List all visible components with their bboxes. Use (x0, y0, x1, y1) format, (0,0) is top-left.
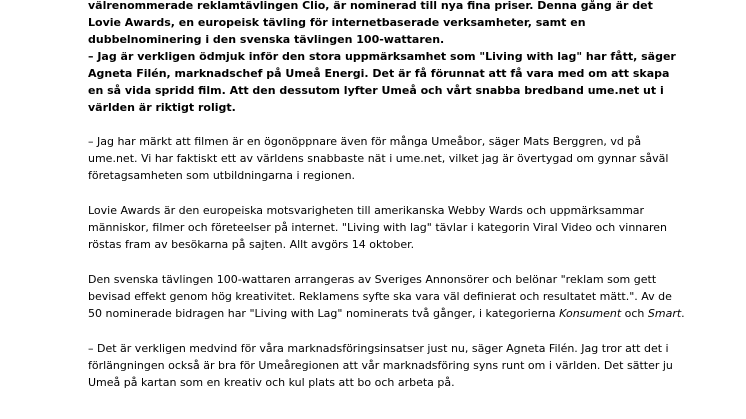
press-release-document (88, 0, 688, 409)
paragraph-100-wattaren-text: Den svenska tävlingen 100-wattaren arrangeras av Sveriges Annonsörer och belönar "reklam som gett bevisad effekt genom hög kreativitet. Reklamens syfte ska vara väl definierat och resultatet mätt.". Av de 50 nominerade bidragen har "Living with Lag" nominerats två gånger, i kategorierna (88, 273, 672, 320)
paragraph-agneta-closing-quote: – Det är verkligen medvind för våra marknadsföringsinsatser just nu, säger Agneta Filén. Jag tror att det i förlängningen också är bra för Umeåregionen att vår marknadsföring syns runt om i världen. Det sätter ju Umeå på kartan som en kreativ och kul plats att bo och arbeta på. (88, 342, 673, 389)
lead-section (88, 0, 688, 116)
paragraph-100-wattaren-joiner: och (621, 307, 648, 320)
paragraph-100-wattaren-end: . (681, 307, 685, 320)
lead-paragraph-nominations: välrenommerade reklamtävlingen Clio, är nominerad till nya fina priser. Denna gång är det Lovie Awards, en europeisk tävling för internetbaserade verksamheter, samt en dubbelnominering i den svenska tävlingen 100-wattaren. (88, 0, 653, 46)
paragraph-lovie-awards: Lovie Awards är den europeiska motsvarigheten till amerikanska Webby Wards och uppmärksammar människor, filmer och företeelser på internet. "Living with lag" tävlar i kategorin Viral Video och vinnaren röstas fram av besökarna på sajten. Allt avgörs 14 oktober. (88, 204, 668, 251)
category-smart: Smart (647, 307, 682, 320)
lead-paragraph-agneta-quote: – Jag är verkligen ödmjuk inför den stora uppmärksamhet som "Living with lag" har fått, säger Agneta Filén, marknadschef på Umeå Energi. Det är få förunnat att få vara med om att skapa en så vida spridd film. Att den dessutom lyfter Umeå och vårt snabba bredband ume.net ut i världen är riktigt roligt. (88, 50, 676, 114)
category-konsument: Konsument (559, 307, 622, 320)
paragraph-100-wattaren (88, 271, 688, 322)
paragraph-mats-quote: – Jag har märkt att filmen är en ögonöppnare även för många Umeåbor, säger Mats Berggren, vd på ume.net. Vi har faktiskt ett av världens snabbaste nät i ume.net, vilket jag är övertygad om gynnar såväl företagsamheten som utbildningarna i regionen. (88, 135, 669, 182)
